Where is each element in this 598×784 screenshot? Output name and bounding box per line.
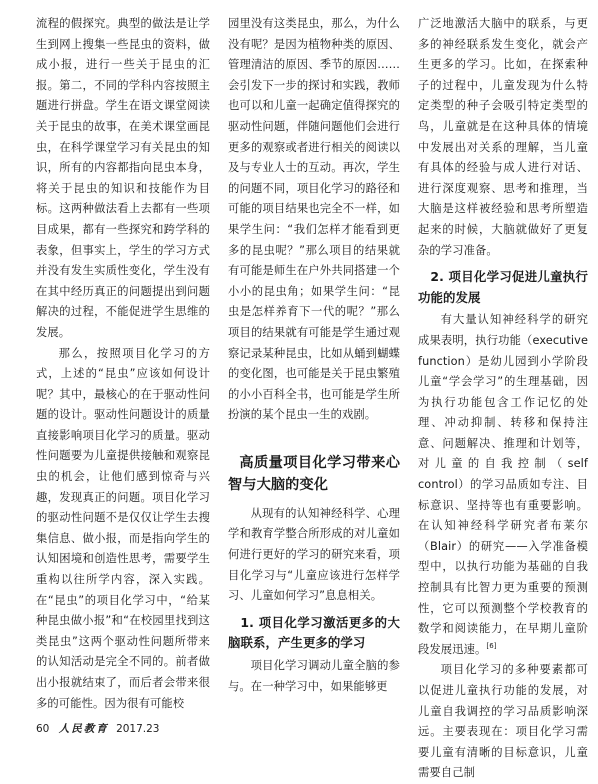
paragraph: [418, 310, 588, 660]
column-3: [418, 14, 588, 784]
column-1: [36, 14, 210, 714]
paragraph-text: 有大量认知神经科学的研究成果表明，执行功能（executive function）是幼儿园到小学阶段儿童“学会学习”的生理基础，因为执行功能包含工作记忆的处理、冲动抑制、转移和保持注意、问题解决、推理和计划等，对儿童的自我控制（self control）的学习品质如专注、目标意识、坚持等也有重要影响。在认知神经科学研究者布莱尔（Blair）的研究——入学准备模型中，以执行功能为基础的自我控制具有比智力更为重要的预测性，它可以预测整个学校教育的数学和阅读能力，在早期儿童阶段发展迅速。: [418, 313, 588, 656]
paragraph: 项目化学习的多种要素都可以促进儿童执行功能的发展，对儿童自我调控的学习品质影响深远。主要表现在：项目化学习需要儿童有清晰的目标意识，儿童需要自己制: [418, 663, 588, 780]
magazine-name: 人民教育: [58, 723, 109, 735]
issue-number: 2017.23: [116, 723, 160, 735]
paragraph: 流程的假探究。典型的做法是让学生到网上搜集一些昆虫的资料，做成小报，进行一些关于昆虫的汇报。第二，不同的学科内容按照主题进行拼盘。学生在语文课堂阅读关于昆虫的故事，在美术课堂画昆虫，在科学课堂学习有关昆虫的知识，所有的内容都指向昆虫本身，将关于昆虫的知识和技能作为目标。这两种做法看上去都有一些项目成果，都有一些探究和跨学科的表象，但事实上，学生的学习方式并没有发生实质性变化，学生没有在其中经历真正的问题提出到问题解决的过程，不能促进学生思维的发展。: [36, 17, 210, 339]
paragraph: 项目化学习调动儿童全脑的参与。在一种学习中，如果能够更: [228, 659, 400, 693]
paragraph: 从现有的认知神经科学、心理学和教育学整合所形成的对儿童如何进行更好的学习的研究来看，项目化学习与“儿童应该进行怎样学习、儿童如何学习”息息相关。: [228, 506, 400, 603]
citation-ref: [6]: [486, 642, 497, 651]
page-footer: [36, 721, 159, 736]
paragraph: 那么，按照项目化学习的方式，上述的“昆虫”应该如何设计呢？其中，最核心的在于驱动性问题的设计。驱动性问题设计的质量直接影响项目化学习的质量。驱动性问题要为儿童提供接触和观察昆虫的机会，让他们感到惊奇与兴趣，发现真正的问题。项目化学习的驱动性问题不是仅仅让学生去搜集信息、做小报，而是指向学生的认知困境和创造性思考，需要学生重构以往所学内容，深入实践。在“昆虫”的项目化学习中，“给某种昆虫做小报”和“在校园里找到这类昆虫”这两个驱动性问题所带来的认知活动是完全不同的。前者做出小报就结束了，而后者会带来很多的可能性。因为很有可能校: [36, 346, 210, 710]
subsection-heading: 1. 项目化学习激活更多的大脑联系，产生更多的学习: [228, 614, 400, 651]
subsection-heading: 2. 项目化学习促进儿童执行功能的发展: [418, 269, 588, 305]
column-2: [228, 14, 400, 697]
paragraph: 广泛地激活大脑中的联系，与更多的神经联系发生变化，就会产生更多的学习。比如，在探索种子的过程中，儿童发现为什么特定类型的种子会吸引特定类型的鸟，儿童就是在这种具体的情境中发展出对关系的理解，当儿童有具体的经验与成人进行对话、进行深度观察、思考和推理，当大脑是这样被经验和思考所塑造起来的时候，大脑就做好了更复杂的学习准备。: [418, 17, 588, 257]
section-heading: 高质量项目化学习带来心智与大脑的变化: [228, 454, 400, 493]
paragraph: 园里没有这类昆虫，那么，为什么没有呢？是因为植物种类的原因、管理清洁的原因、季节的原因……会引发下一步的探讨和实践，教师也可以和儿童一起确定值得探究的驱动性问题，伴随问题他们会进行更多的观察或者进行相关的阅读以及与专业人士的互动。再次，学生的问题不同，项目化学习的路径和可能的项目结果也完全不一样，如果学生问：“我们怎样才能看到更多的昆虫呢？”那么项目的结果就有可能是师生在户外共同搭建一个小小的昆虫角；如果学生问：“昆虫是怎样养育下一代的呢？”那么项目的结果就有可能是学生通过观察记录某种昆虫，比如从蛹到蝴蝶的变化图，也可能是关于昆虫繁殖的小小百科全书，也可能是学生所扮演的某个昆虫一生的戏剧。: [228, 17, 400, 422]
page-number: 60: [36, 723, 50, 735]
